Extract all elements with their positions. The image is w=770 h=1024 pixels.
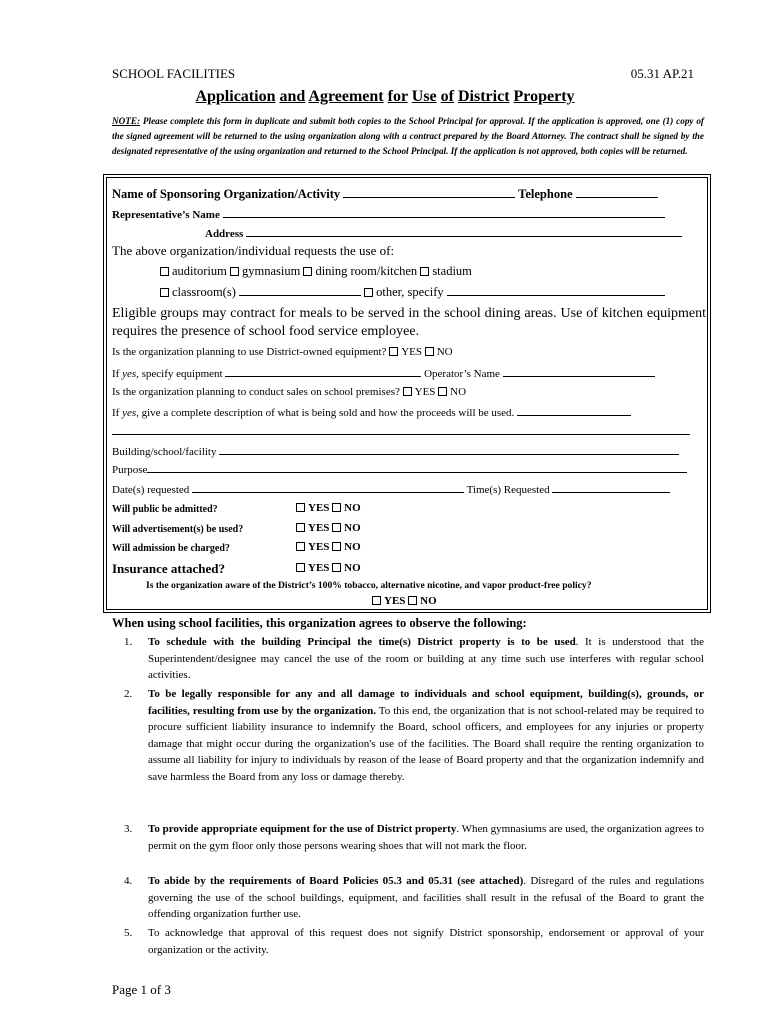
agreement-item-4: 4. To abide by the requirements of Board Policies 05.3 and 05.31 (see attached). Disregard of the rules and regulations governing the use of the school buildings, equipment, and facilities shall result in the refusal of the Board to grant the offending organization further use. bbox=[124, 875, 704, 920]
insurance-options: YES NO bbox=[296, 562, 770, 574]
checkbox[interactable] bbox=[408, 596, 417, 605]
address-field[interactable] bbox=[246, 226, 682, 237]
other-field[interactable] bbox=[447, 285, 665, 296]
form-note: NOTE: Please complete this form in duplicate and submit both copies to the School Principal for approval. If the application is approved, one (1) copy of the signed agreement will be returned to the using organization along with a contract prepared by the Board Attorney. The contract shall be signed by the designated representative of the using organization and returned to the School Principal. If the application is not approved, both copies will be returned. bbox=[112, 116, 704, 156]
agreement-item-3: 3. To provide appropriate equipment for the use of District property. When gymnasiums are used, the organization agrees to permit on the gym floor only those persons wearing shoes that will not mark the floor. bbox=[124, 823, 704, 852]
form-title: Application and Agreement for Use of District Property bbox=[195, 88, 575, 105]
checkbox[interactable] bbox=[332, 563, 341, 572]
checkbox[interactable] bbox=[296, 563, 305, 572]
equipment-field[interactable] bbox=[225, 366, 421, 377]
checkbox[interactable] bbox=[296, 503, 305, 512]
representative-field[interactable] bbox=[223, 207, 665, 218]
tobacco-options: YES NO bbox=[372, 595, 770, 607]
equipment-specify-row: If yes, specify equipment Operator’s Name bbox=[112, 366, 702, 380]
checkbox[interactable] bbox=[303, 267, 312, 276]
checkbox[interactable] bbox=[364, 288, 373, 297]
agreement-heading: When using school facilities, this organization agrees to observe the following: bbox=[112, 616, 527, 630]
header-right: 05.31 AP.21 bbox=[630, 66, 694, 81]
checkbox[interactable] bbox=[160, 288, 169, 297]
purpose-field[interactable] bbox=[147, 462, 687, 473]
sales-field[interactable] bbox=[517, 405, 631, 416]
advertisement-options: YES NO bbox=[296, 522, 770, 534]
admission-label: Will admission be charged? bbox=[112, 543, 230, 554]
representative-row: Representative’s Name bbox=[112, 207, 702, 221]
advertisement-label: Will advertisement(s) be used? bbox=[112, 524, 244, 535]
eligible-note: Eligible groups may contract for meals to be served in the school dining areas. Use of kitchen equipment requires the presence of school food service employee. bbox=[112, 306, 706, 339]
checkbox[interactable] bbox=[403, 387, 412, 396]
telephone-field[interactable] bbox=[576, 187, 658, 198]
sales-question: Is the organization planning to conduct sales on school premises? YES NO bbox=[112, 386, 467, 398]
classroom-field[interactable] bbox=[239, 285, 361, 296]
agreement-item-1: 1. To schedule with the building Principal the time(s) District property is to be used. It is understood that the Superintendent/designee may cancel the use of the room or building at any time such use interferes with regular school activities. bbox=[124, 636, 705, 681]
checkbox[interactable] bbox=[230, 267, 239, 276]
sales-continued-row bbox=[112, 424, 702, 438]
checkbox[interactable] bbox=[296, 523, 305, 532]
page-header bbox=[112, 66, 694, 82]
building-field[interactable] bbox=[219, 444, 679, 455]
agreement-item-2: 2. To be legally responsible for any and all damage to individuals and school equipment, building(s), grounds, or facilities, resulting from use by the organization. To this end, the organization that is not school-related may be required to procure sufficient liability insurance to indemnify the Board, school officers, and employees for any injuries or property damage that might occur during the organization's use of the facilities. The Board shall require the renting organization to assume all liability for injury to individuals by reason of the lease of Board property and that the organization indemnify and save harmless the Board from any loss or damage thereby. bbox=[124, 688, 704, 783]
checkbox[interactable] bbox=[425, 347, 434, 356]
address-row: Address bbox=[205, 226, 770, 240]
checkbox[interactable] bbox=[332, 542, 341, 551]
facility-options-row2: classroom(s) other, specify bbox=[160, 285, 750, 300]
sponsor-row: Name of Sponsoring Organization/Activity Telephone bbox=[112, 187, 702, 202]
page-number: Page 1 of 3 bbox=[112, 982, 171, 997]
tobacco-question: Is the organization aware of the District’s 100% tobacco, alternative nicotine, and vapor product-free policy? bbox=[146, 580, 592, 591]
public-admitted-options: YES NO bbox=[296, 502, 770, 514]
times-field[interactable] bbox=[552, 482, 670, 493]
checkbox[interactable] bbox=[296, 542, 305, 551]
requests-label: The above organization/individual requests the use of: bbox=[112, 243, 395, 258]
checkbox[interactable] bbox=[438, 387, 447, 396]
admission-options: YES NO bbox=[296, 541, 770, 553]
checkbox[interactable] bbox=[372, 596, 381, 605]
sales-description-row: If yes, give a complete description of what is being sold and how the proceeds will be used. bbox=[112, 405, 702, 419]
insurance-label: Insurance attached? bbox=[112, 561, 226, 576]
sales-field-2[interactable] bbox=[112, 424, 690, 435]
checkbox[interactable] bbox=[389, 347, 398, 356]
dates-row: Date(s) requested Time(s) Requested bbox=[112, 482, 702, 496]
operator-field[interactable] bbox=[503, 366, 655, 377]
dates-field[interactable] bbox=[192, 482, 464, 493]
public-admitted-label: Will public be admitted? bbox=[112, 504, 218, 515]
checkbox[interactable] bbox=[332, 523, 341, 532]
sponsor-field[interactable] bbox=[343, 187, 515, 198]
facility-options-row1: auditorium gymnasium dining room/kitchen stadium bbox=[160, 264, 750, 279]
checkbox[interactable] bbox=[160, 267, 169, 276]
header-left: SCHOOL FACILITIES bbox=[112, 66, 236, 81]
checkbox[interactable] bbox=[332, 503, 341, 512]
checkbox[interactable] bbox=[420, 267, 429, 276]
agreement-item-5: 5. To acknowledge that approval of this request does not signify District sponsorship, endorsement or approval of your organization or the activity. bbox=[124, 927, 704, 956]
purpose-row: Purpose bbox=[112, 462, 702, 476]
building-row: Building/school/facility bbox=[112, 444, 702, 458]
equipment-question: Is the organization planning to use District-owned equipment? YES NO bbox=[112, 346, 453, 358]
